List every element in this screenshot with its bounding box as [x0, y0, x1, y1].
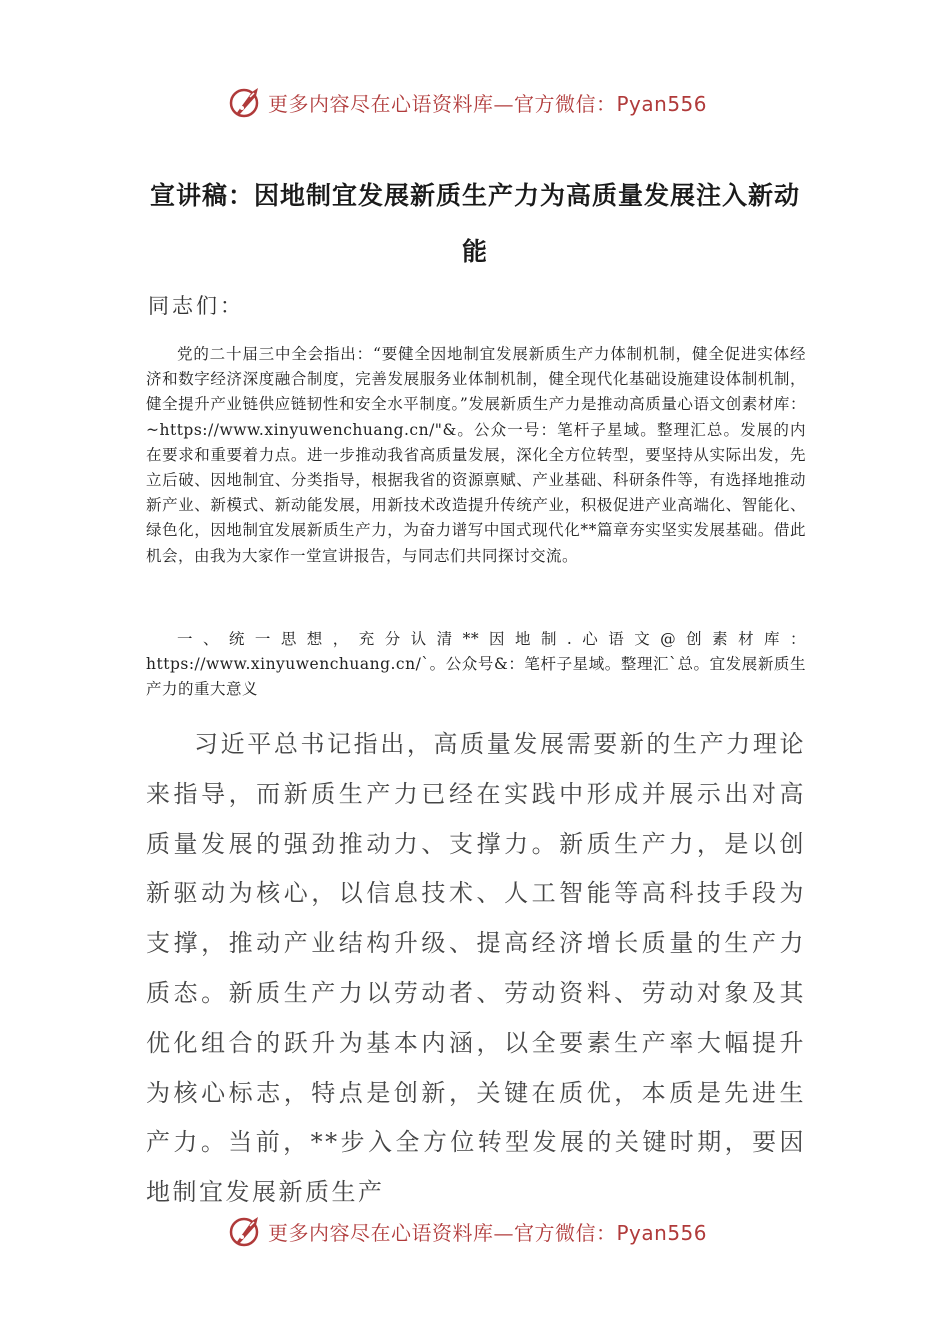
- paragraph-3: 习近平总书记指出，高质量发展需要新的生产力理论来指导，而新质生产力已经在实践中形成并展示出对高质量发展的强劲推动力、支撑力。新质生产力，是以创新驱动为核心，以信息技术、人工智能等高科技手段为支撑，推动产业结构升级、提高经济增长质量的生产力质态。新质生产力以劳动者、劳动资料、劳动对象及其优化组合的跃升为基本内涵，以全要素生产率大幅提升为核心标志，特点是创新，关键在质优，本质是先进生产力。当前，**步入全方位转型发展的关键时期，要因地制宜发展新质生产: [146, 730, 806, 1207]
- footer-banner: [228, 1211, 748, 1251]
- pen-nib-logo-icon: [228, 84, 264, 120]
- header-banner: [228, 82, 748, 122]
- banner-separator: —: [493, 91, 514, 116]
- banner-wechat-label: 官方微信：: [514, 1220, 617, 1245]
- pen-nib-logo-icon: [228, 1213, 264, 1249]
- banner-prefix: 更多内容尽在心语资料库: [268, 91, 494, 116]
- banner-wechat-id: Pyan556: [616, 1220, 708, 1245]
- banner-wechat-label: 官方微信：: [514, 91, 617, 116]
- banner-text: [268, 1217, 707, 1246]
- banner-separator: —: [493, 1220, 514, 1245]
- banner-prefix: 更多内容尽在心语资料库: [268, 1220, 494, 1245]
- paragraph-1: 党的二十届三中全会指出：“要健全因地制宜发展新质生产力体制机制，健全促进实体经济和数字经济深度融合制度，完善发展服务业体制机制，健全现代化基础设施建设体制机制，健全提升产业链供应链韧性和安全水平制度。”发展新质生产力是推动高质量心语文创素材库：~https://www.xinyuwenchuang.cn/"&。公众一号：笔杆子星域。整理汇总。发展的内在要求和重要着力点。进一步推动我省高质量发展，深化全方位转型，要坚持从实际出发，先立后破、因地制宜、分类指导，根据我省的资源禀赋、产业基础、科研条件等，有选择地推动新产业、新模式、新动能发展，用新技术改造提升传统产业，积极促进产业高端化、智能化、绿色化，因地制宜发展新质生产力，为奋力谱写中国式现代化**篇章夯实坚实发展基础。借此机会，由我为大家作一堂宣讲报告，与同志们共同探讨交流。: [146, 345, 806, 565]
- salutation: 同志们：: [148, 294, 244, 318]
- banner-text: [268, 88, 707, 117]
- document-title: 宣讲稿：因地制宜发展新质生产力为高质量发展注入新动能: [150, 181, 801, 266]
- paragraph-2-heading: 一、统一思想，充分认清**因地制.心语文@创素材库：https://www.xinyuwenchuang.cn/`。公众号&：笔杆子星域。整理汇`总。宜发展新质生产力的重大意义: [146, 630, 806, 699]
- banner-wechat-id: Pyan556: [616, 91, 708, 116]
